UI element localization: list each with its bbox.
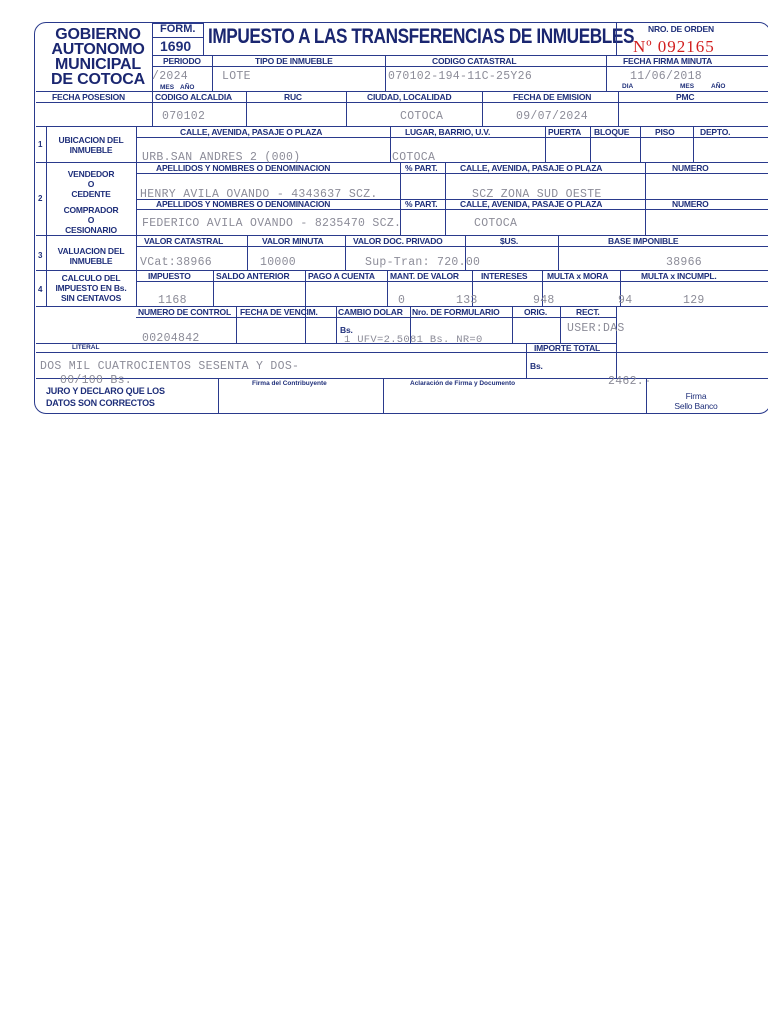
comprador-label-line: O bbox=[87, 215, 95, 225]
depto-label: DEPTO. bbox=[700, 127, 731, 137]
aclaracion-firma-label: Aclaración de Firma y Documento bbox=[410, 380, 516, 387]
fecha-posesion-label: FECHA POSESION bbox=[52, 92, 125, 102]
vendedor-numero-label: NUMERO bbox=[672, 163, 709, 173]
section1-label-line: INMUEBLE bbox=[69, 145, 113, 155]
ufv-value: 1 UFV=2.5081 Bs. NR=0 bbox=[344, 334, 483, 346]
firma-banco-line: Firma bbox=[685, 391, 707, 401]
codigo-catastral-label: CODIGO CATASTRAL bbox=[432, 56, 517, 66]
section3-label bbox=[48, 246, 134, 266]
anio-label: AÑO bbox=[180, 84, 195, 91]
nro-formulario-label: Nro. DE FORMULARIO bbox=[412, 307, 500, 317]
mes2-label: MES bbox=[680, 83, 695, 90]
vendedor-value: HENRY AVILA OVANDO - 4343637 SCZ. bbox=[140, 188, 378, 201]
ruc-label: RUC bbox=[284, 92, 302, 102]
cambio-dolar-label: CAMBIO DOLAR bbox=[338, 307, 403, 317]
rect-label: RECT. bbox=[576, 307, 600, 317]
tipo-inmueble-label: TIPO DE INMUEBLE bbox=[255, 56, 333, 66]
vendedor-part-label: % PART. bbox=[405, 163, 438, 173]
anio2-label: AÑO bbox=[711, 83, 726, 90]
literal-value-cents: 00/100 Bs. bbox=[60, 374, 133, 387]
numero-control-value: 00204842 bbox=[142, 332, 200, 345]
vendedor-label-line: VENDEDOR bbox=[67, 169, 115, 179]
fecha-vencim-label: FECHA DE VENCIM. bbox=[240, 307, 318, 317]
pmc-label: PMC bbox=[676, 92, 695, 102]
section1-number: 1 bbox=[38, 140, 43, 149]
section4-number: 4 bbox=[38, 285, 43, 294]
issuer-line: AUTONOMO bbox=[51, 41, 145, 58]
base-imponible-label: BASE IMPONIBLE bbox=[608, 236, 679, 246]
valor-minuta-value: 10000 bbox=[260, 256, 297, 269]
vendedor-nombres-label: APELLIDOS Y NOMBRES O DENOMINACION bbox=[156, 163, 331, 173]
pago-a-cuenta-value: 0 bbox=[398, 294, 406, 307]
form-title: IMPUESTO A LAS TRANSFERENCIAS DE INMUEBLES bbox=[208, 25, 635, 48]
order-number: Nº 092165 bbox=[633, 37, 715, 56]
multa-mora-value: 94 bbox=[618, 294, 633, 307]
multa-incumpl-value: 129 bbox=[683, 294, 705, 307]
literal-value: DOS MIL CUATROCIENTOS SESENTA Y DOS- bbox=[40, 360, 300, 373]
mant-valor-value: 133 bbox=[456, 294, 478, 307]
ciudad-label: CIUDAD, LOCALIDAD bbox=[367, 92, 452, 102]
dia-label: DIA bbox=[622, 83, 634, 90]
comprador-calle-label: CALLE, AVENIDA, PASAJE O PLAZA bbox=[460, 199, 603, 209]
comprador-label-line: CESIONARIO bbox=[65, 225, 117, 235]
impuesto-label: IMPUESTO bbox=[148, 271, 191, 281]
ubicacion-calle-label: CALLE, AVENIDA, PASAJE O PLAZA bbox=[180, 127, 323, 137]
juro-line: JURO Y DECLARO QUE LOS bbox=[46, 386, 165, 396]
section1-label-line: UBICACION DEL bbox=[58, 135, 124, 145]
base-imponible-value: 38966 bbox=[666, 256, 703, 269]
comprador-value: FEDERICO AVILA OVANDO - 8235470 SCZ. bbox=[142, 217, 402, 230]
vendedor-label-line: CEDENTE bbox=[71, 189, 111, 199]
comprador-label bbox=[48, 205, 134, 235]
firma-banco-line: Sello Banco bbox=[674, 401, 718, 411]
cambio-bs-label: Bs. bbox=[340, 325, 353, 335]
numero-control-label: NUMERO DE CONTROL bbox=[138, 307, 231, 317]
section4-label-line: CALCULO DEL bbox=[61, 273, 121, 283]
lugar-label: LUGAR, BARRIO, U.V. bbox=[405, 127, 491, 137]
issuer-line: DE COTOCA bbox=[51, 71, 145, 88]
fecha-emision-label: FECHA DE EMISION bbox=[513, 92, 592, 102]
importe-total-value: 2462.- bbox=[608, 375, 652, 388]
vendedor-calle-value: SCZ ZONA SUD OESTE bbox=[472, 188, 602, 201]
multa-incumpl-label: MULTA x INCUMPL. bbox=[641, 271, 717, 281]
vendedor-calle-label: CALLE, AVENIDA, PASAJE O PLAZA bbox=[460, 163, 603, 173]
fecha-emision-value: 09/07/2024 bbox=[516, 110, 589, 123]
importe-total-label: IMPORTE TOTAL bbox=[534, 343, 601, 353]
ciudad-value: COTOCA bbox=[400, 110, 444, 123]
lugar-value: COTOCA bbox=[392, 151, 436, 164]
puerta-label: PUERTA bbox=[548, 127, 582, 137]
literal-label: LITERAL bbox=[72, 344, 100, 351]
intereses-value: 948 bbox=[533, 294, 555, 307]
periodo-value: /2024 bbox=[152, 70, 189, 83]
firma-sello-banco bbox=[668, 391, 724, 411]
tipo-inmueble-value: LOTE bbox=[222, 70, 251, 83]
bloque-label: BLOQUE bbox=[594, 127, 630, 137]
comprador-calle-value: COTOCA bbox=[474, 217, 518, 230]
issuer-line: MUNICIPAL bbox=[55, 56, 141, 73]
intereses-label: INTERESES bbox=[481, 271, 528, 281]
section3-number: 3 bbox=[38, 251, 43, 260]
section2-number: 2 bbox=[38, 194, 43, 203]
section4-label bbox=[48, 273, 134, 303]
importe-bs-label: Bs. bbox=[530, 361, 543, 371]
comprador-numero-label: NUMERO bbox=[672, 199, 709, 209]
issuer-name bbox=[44, 27, 152, 87]
valor-doc-privado-value: Sup-Tran: 720.00 bbox=[365, 256, 481, 269]
codigo-alcaldia-value: 070102 bbox=[162, 110, 206, 123]
sus-label: $US. bbox=[500, 236, 519, 246]
juro-declaracion bbox=[46, 385, 165, 409]
mant-valor-label: MANT. DE VALOR bbox=[390, 271, 459, 281]
user-value: USER:DAS bbox=[567, 322, 625, 335]
fecha-firma-minuta-value: 11/06/2018 bbox=[630, 70, 703, 83]
fecha-firma-minuta-label: FECHA FIRMA MINUTA bbox=[623, 56, 713, 66]
section4-label-line: SIN CENTAVOS bbox=[60, 293, 122, 303]
section3-label-line: INMUEBLE bbox=[69, 256, 113, 266]
section1-label bbox=[48, 135, 134, 155]
vendedor-label-line: O bbox=[87, 179, 95, 189]
juro-line: DATOS SON CORRECTOS bbox=[46, 398, 155, 408]
section3-label-line: VALUACION DEL bbox=[57, 246, 125, 256]
issuer-line: GOBIERNO bbox=[55, 26, 141, 43]
ubicacion-calle-value: URB.SAN ANDRES 2 (000) bbox=[142, 151, 301, 164]
valor-minuta-label: VALOR MINUTA bbox=[262, 236, 324, 246]
mes-label: MES bbox=[160, 84, 175, 91]
periodo-label: PERIODO bbox=[163, 56, 201, 66]
comprador-part-label: % PART. bbox=[405, 199, 438, 209]
section4-label-line: IMPUESTO EN Bs. bbox=[55, 283, 127, 293]
form-label: FORM. bbox=[160, 23, 196, 35]
valor-catastral-value: VCat:38966 bbox=[140, 256, 213, 269]
impuesto-value: 1168 bbox=[158, 294, 187, 307]
piso-label: PISO bbox=[655, 127, 675, 137]
firma-contribuyente-label: Firma del Contribuyente bbox=[252, 380, 327, 387]
orig-label: ORIG. bbox=[524, 307, 548, 317]
codigo-alcaldia-label: CODIGO ALCALDIA bbox=[155, 92, 232, 102]
valor-catastral-label: VALOR CATASTRAL bbox=[144, 236, 224, 246]
saldo-anterior-label: SALDO ANTERIOR bbox=[216, 271, 290, 281]
comprador-nombres-label: APELLIDOS Y NOMBRES O DENOMINACION bbox=[156, 199, 331, 209]
form-number: 1690 bbox=[160, 38, 192, 54]
pago-a-cuenta-label: PAGO A CUENTA bbox=[308, 271, 375, 281]
comprador-label-line: COMPRADOR bbox=[63, 205, 119, 215]
valor-doc-privado-label: VALOR DOC. PRIVADO bbox=[353, 236, 443, 246]
multa-mora-label: MULTA x MORA bbox=[547, 271, 609, 281]
vendedor-label bbox=[48, 169, 134, 199]
order-label: NRO. DE ORDEN bbox=[648, 24, 714, 34]
codigo-catastral-value: 070102-194-11C-25Y26 bbox=[388, 70, 533, 83]
